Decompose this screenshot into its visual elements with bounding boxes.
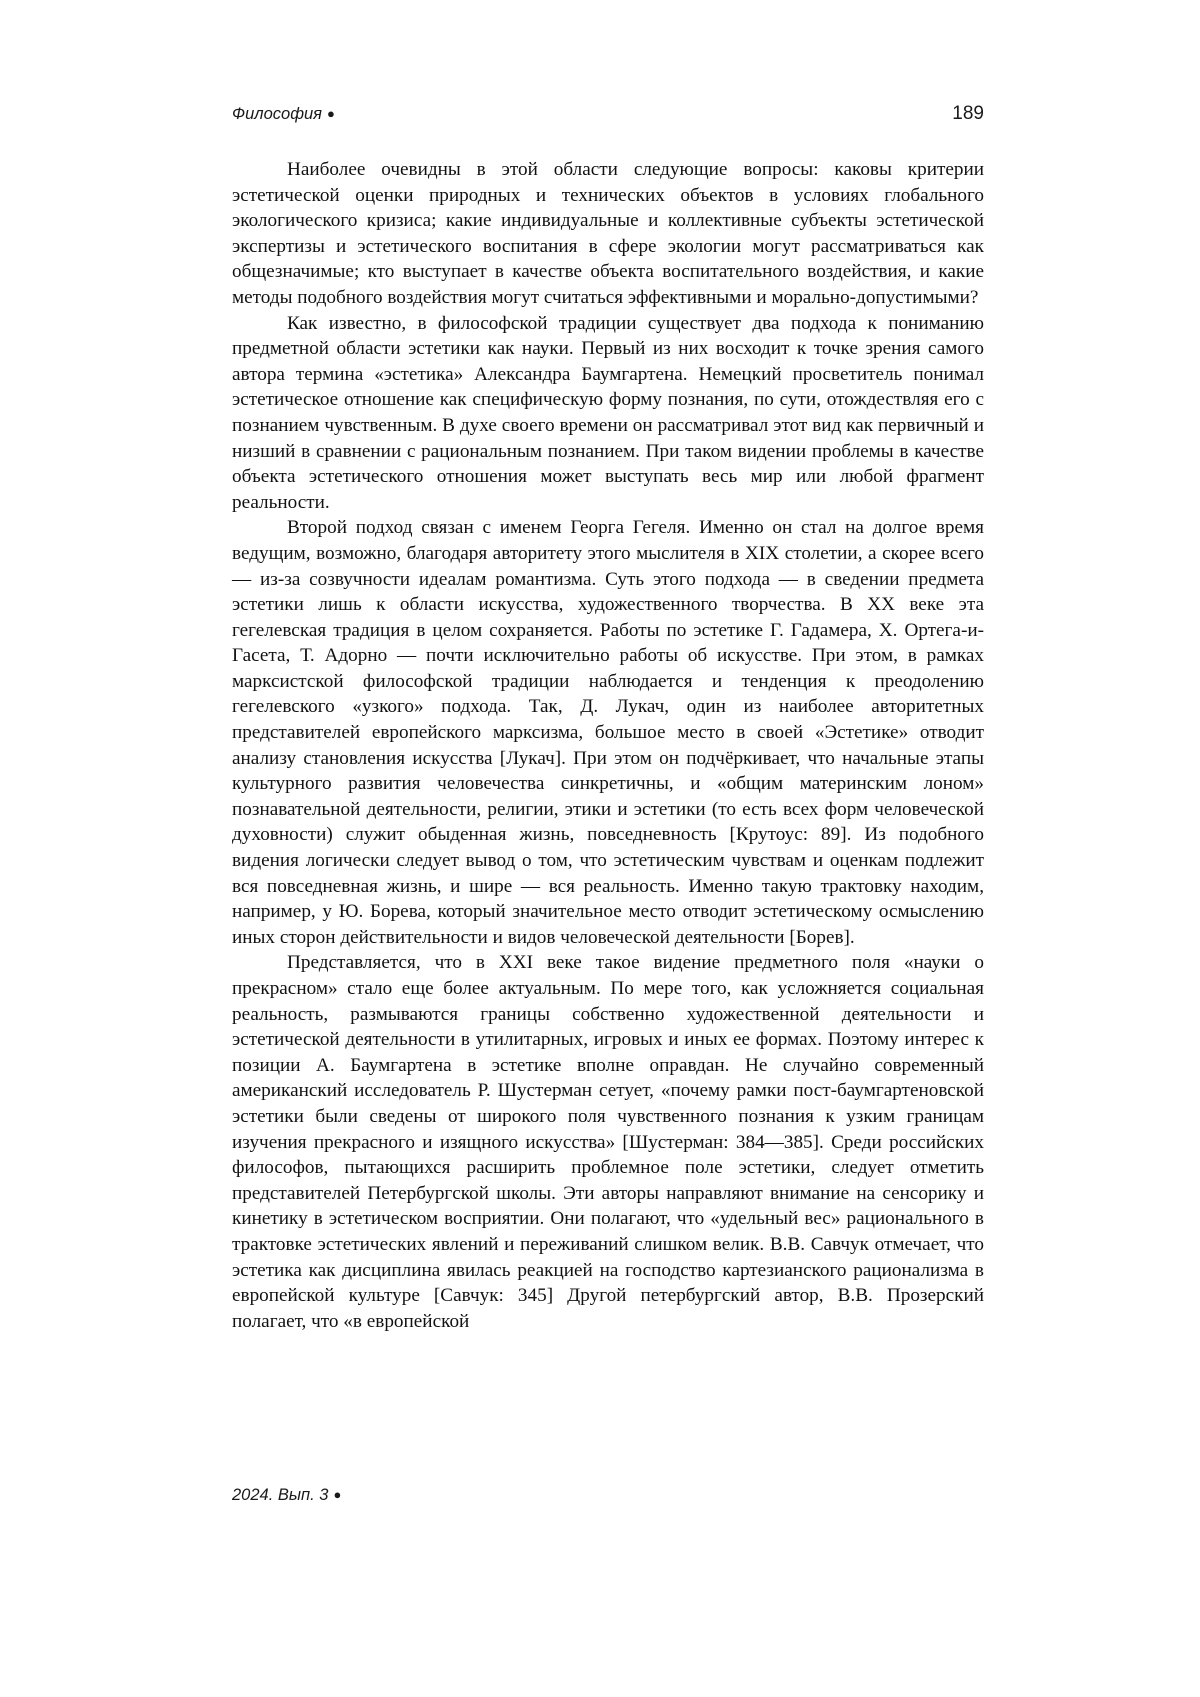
journal-section-label: Философия bbox=[232, 105, 322, 123]
running-head bbox=[232, 103, 984, 131]
paragraph-ecology-questions: Наиболее очевидны в этой области следующие вопросы: каковы критерии эстетической оценки природных и технических объектов в условиях глобального экологического кризиса; какие индивидуальные и коллективные субъекты эстетической экспертизы и эстетического воспитания в сфере экологии могут рассматриваться как общезначимые; кто выступает в качестве объекта воспитательного воздействия, и какие методы подобного воздействия могут считаться эффективными и морально-допустимыми? bbox=[232, 157, 984, 311]
bullet-icon: ● bbox=[333, 1487, 341, 1502]
running-foot bbox=[232, 1486, 341, 1505]
paragraph-21st-century: Представляется, что в XXI веке такое видение предметного поля «науки о прекрасном» стало еще более актуальным. По мере того, как усложняется социальная реальность, размываются границы собственно художественной деятельности и эстетической деятельности в утилитарных, игровых и иных ее формах. Поэтому интерес к позиции А. Баумгартена в эстетике вполне оправдан. Не случайно современный американский исследователь Р. Шустерман сетует, «почему рамки пост-баумгартеновской эстетики были сведены от широкого поля чувственного познания к узким границам изучения прекрасного и изящного искусства» [Шустерман: 384—385]. Среди российских философов, пытающихся расширить проблемное поле эстетики, следует отметить представителей Петербургской школы. Эти авторы направляют внимание на сенсорику и кинетику в эстетическом восприятии. Они полагают, что «удельный вес» рационального в трактовке эстетических явлений и переживаний слишком велик. В.В. Савчук отмечает, что эстетика как дисциплина явилась реакцией на господство картезианского рационализма в европейской культуре [Савчук: 345] Другой петербургский автор, В.В. Прозерский полагает, что «в европейской bbox=[232, 950, 984, 1334]
paragraph-baumgarten-approach: Как известно, в философской традиции существует два подхода к пониманию предметной области эстетики как науки. Первый из них восходит к точке зрения самого автора термина «эстетика» Александра Баумгартена. Немецкий просветитель понимал эстетическое отношение как специфическую форму познания, по сути, отождествляя его с познанием чувственным. В духе своего времени он рассматривал этот вид как первичный и низший в сравнении с рациональным познанием. При таком видении проблемы в качестве объекта эстетического отношения может выступать весь мир или любой фрагмент реальности. bbox=[232, 311, 984, 516]
journal-section-title bbox=[232, 105, 335, 124]
paragraph-hegel-approach: Второй подход связан с именем Георга Гегеля. Именно он стал на долгое время ведущим, возможно, благодаря авторитету этого мыслителя в XIX столетии, а скорее всего — из-за созвучности идеалам романтизма. Суть этого подхода — в сведении предмета эстетики лишь к области искусства, художественного творчества. В XX веке эта гегелевская традиция в целом сохраняется. Работы по эстетике Г. Гадамера, Х. Ортега-и-Гасета, Т. Адорно — почти исключительно работы об искусстве. При этом, в рамках марксистской философской традиции наблюдается и тенденция к преодолению гегелевского «узкого» подхода. Так, Д. Лукач, один из наиболее авторитетных представителей европейского марксизма, большое место в своей «Эстетике» отводит анализу становления искусства [Лукач]. При этом он подчёркивает, что начальные этапы культурного развития человечества синкретичны, и «общим материнским лоном» познавательной деятельности, религии, этики и эстетики (то есть всех форм человеческой духовности) служит обыденная жизнь, повседневность [Крутоус: 89]. Из подобного видения логически следует вывод о том, что эстетическим чувствам и оценкам подлежит вся повседневная жизнь, и шире — вся реальность. Именно такую трактовку находим, например, у Ю. Борева, который значительное место отводит эстетическому осмыслению иных сторон действительности и видов человеческой деятельности [Борев]. bbox=[232, 515, 984, 950]
article-body bbox=[232, 157, 984, 1334]
journal-page bbox=[0, 0, 1200, 1697]
bullet-icon: ● bbox=[327, 106, 335, 121]
issue-label: 2024. Вып. 3 bbox=[232, 1486, 328, 1504]
page-number: 189 bbox=[952, 103, 984, 125]
